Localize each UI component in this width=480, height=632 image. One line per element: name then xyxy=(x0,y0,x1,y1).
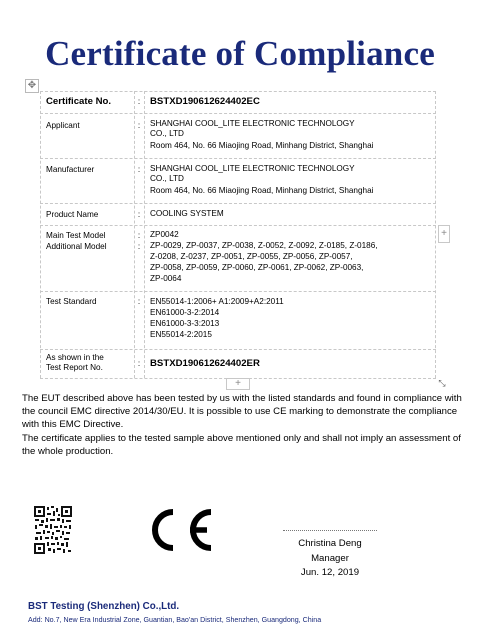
additional-model-label: Additional Model xyxy=(46,242,107,251)
certificate-date: Jun. 12, 2019 xyxy=(300,567,360,578)
test-report-label-line2: Test Report No. xyxy=(46,363,103,372)
signatory-name: Christina Deng xyxy=(298,538,362,549)
test-standard-label: Test Standard xyxy=(46,297,97,306)
colon: : xyxy=(137,165,141,174)
manufacturer-address: Room 464, No. 66 Miaojing Road, Minhang District, Shanghai xyxy=(150,186,374,195)
table-move-handle-icon[interactable]: ✥ xyxy=(25,79,39,93)
statement-paragraph: The EUT described above has been tested by us with the listed standards and found in compliance with the council EMC directive 2014/30/EU. It is possible to use CE marking to demonstrate the compliance with this EMC Directive. xyxy=(22,393,462,431)
additional-model-line: ZP-0058, ZP-0059, ZP-0060, ZP-0061, ZP-0062, ZP-0063, xyxy=(150,263,364,272)
additional-model-line: ZP-0064 xyxy=(150,274,182,283)
colon: : xyxy=(137,121,141,130)
issuer-company-name: BST Testing (Shenzhen) Co.,Ltd. xyxy=(28,601,180,612)
test-report-value: BSTXD190612624402ER xyxy=(150,358,260,369)
colon: : xyxy=(137,242,141,251)
applicant-label: Applicant xyxy=(46,121,80,130)
test-standard-line: EN61000-3-2:2014 xyxy=(150,308,220,317)
main-test-model-label: Main Test Model xyxy=(46,231,106,240)
main-test-model-value: ZP0042 xyxy=(150,230,179,239)
add-row-icon[interactable]: + xyxy=(226,378,250,390)
product-name-label: Product Name xyxy=(46,210,99,219)
compliance-statement xyxy=(22,392,462,458)
certificate-title: Certificate of Compliance xyxy=(45,34,435,73)
product-name-value: COOLING SYSTEM xyxy=(150,209,224,218)
additional-model-line: Z-0208, Z-0237, ZP-0051, ZP-0055, ZP-0056, ZP-0057, xyxy=(150,252,353,261)
colon: : xyxy=(137,97,141,106)
qr-code-icon xyxy=(33,505,73,555)
statement-paragraph: The certificate applies to the tested sample above mentioned only and shall not imply an assessment of the whole production. xyxy=(22,432,461,457)
manufacturer-label: Manufacturer xyxy=(46,165,95,174)
ce-mark-icon xyxy=(141,505,215,555)
signatory-title: Manager xyxy=(311,553,349,564)
signature-line xyxy=(283,530,377,531)
issuer-address: Add: No.7, New Era Industrial Zone, Guantian, Bao'an District, Shenzhen, Guangdong, China xyxy=(28,616,322,624)
table-resize-icon[interactable]: ⤡ xyxy=(438,378,446,388)
colon: : xyxy=(137,231,141,240)
applicant-name-line2: CO., LTD xyxy=(150,129,184,138)
manufacturer-name-line1: SHANGHAI COOL_LITE ELECTRONIC TECHNOLOGY xyxy=(150,164,355,173)
test-standard-line: EN55014-2:2015 xyxy=(150,330,212,339)
test-standard-line: EN55014-1:2006+ A1:2009+A2:2011 xyxy=(150,297,284,306)
certificate-details-table xyxy=(40,91,436,378)
certificate-no-label: Certificate No. xyxy=(46,96,112,107)
colon: : xyxy=(137,297,141,306)
manufacturer-name-line2: CO., LTD xyxy=(150,174,184,183)
applicant-name-line1: SHANGHAI COOL_LITE ELECTRONIC TECHNOLOGY xyxy=(150,119,355,128)
test-standard-line: EN61000-3-3:2013 xyxy=(150,319,220,328)
additional-model-line: ZP-0029, ZP-0037, ZP-0038, Z-0052, Z-0092, Z-0185, Z-0186, xyxy=(150,241,378,250)
test-report-label-line1: As shown in the xyxy=(46,353,104,362)
applicant-address: Room 464, No. 66 Miaojing Road, Minhang District, Shanghai xyxy=(150,141,374,150)
colon: : xyxy=(137,359,141,368)
add-column-icon[interactable]: + xyxy=(438,225,450,243)
certificate-no-value: BSTXD190612624402EC xyxy=(150,96,260,107)
colon: : xyxy=(137,210,141,219)
